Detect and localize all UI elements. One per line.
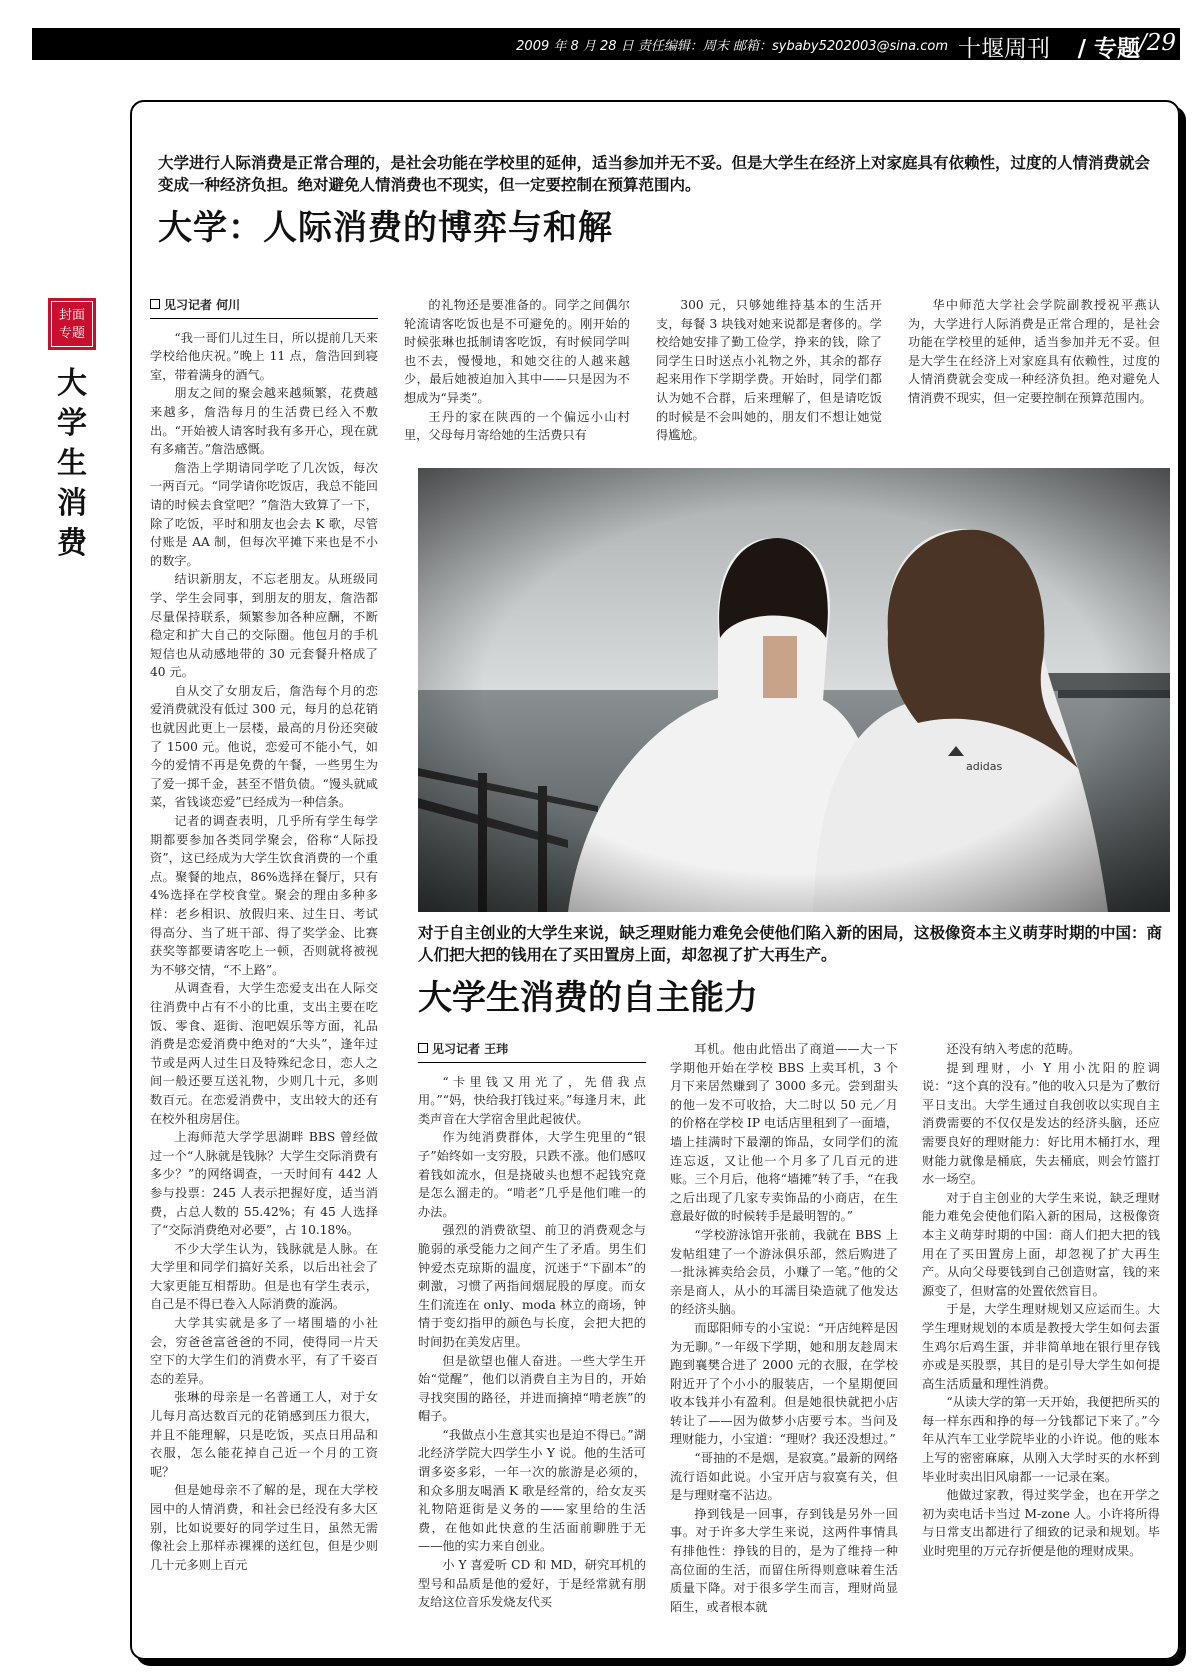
article2-col2-text [670,1040,898,1616]
paragraph: 强烈的消费欲望、前卫的消费观念与脆弱的承受能力之间产生了矛盾。男生们钟爱杰克琼斯的温度，沉迷于“下副本”的刺激，习惯了两指间烟屁股的厚度。而女生们流连在 only、moda 林立的商场，钟情于变幻指甲的颜色与长度，会把大把的时间扔在美发店里。 [418,1223,646,1349]
paragraph: “学校游泳馆开张前，我就在 BBS 上发帖组建了一个游泳俱乐部，然后购进了一批泳裤卖给会员，小赚了一笔。”他的父亲是商人，从小的耳濡目染造就了他发达的经济头脑。 [670,1227,898,1317]
paragraph: 耳机。他由此悟出了商道——大一下学期他开始在学校 BBS 上卖耳机，3 个月下来居然赚到了 3000 多元。尝到甜头的他一发不可收拾，大二时以 50 元／月的价格在学校 IP 电话店里租到了一面墙，墙上挂满时下最潮的饰品，女同学们的流连忘返，又让他一个月多了几百元的进账。三个月后，他将“墙摊”转了手，“在我之后出现了几家专卖饰品的小商店，在生意最好做的时候转手是最明智的。” [670,1042,898,1224]
article1-lead: 大学进行人际消费是正常合理的，是社会功能在学校里的延伸，适当参加并无不妥。但是大学生在经济上对家庭具有依赖性，过度的人情消费就会变成一种经济负担。绝对避免人情消费也不现实，但一定要控制在预算范围内。 [158,154,1151,194]
topic-char: 费 [57,526,87,561]
article2-column-2 [670,1040,898,1616]
topic-char: 学 [57,406,87,441]
cover-topic-stamp [48,298,96,350]
paragraph: 还没有纳入考虑的范畴。 [946,1042,1081,1056]
article1-col4-text [908,296,1160,408]
stamp-line-1: 封面 [58,308,85,323]
article1-column-2 [404,296,630,445]
byline-box-icon [150,299,160,309]
paragraph: 挣到钱是一回事，存到钱是另外一回事。对于许多大学生来说，这两件事情具有排他性：挣钱的目的，是为了维持一种高位面的生活，而留住所得则意味着生活质量下降。对于很多学生而言，理财尚显陌生，或者根本就 [670,1506,898,1614]
article1-column-3 [656,296,882,445]
couple-by-sea-image [418,468,1170,912]
paragraph: 但是欲望也催人奋进。一些大学生开始“觉醒”，他们以消费自主为目的，开始寻找突围的路径，并进而摘掉“啃老族”的帽子。 [418,1353,646,1424]
byline-text: 见习记者 王玮 [432,1042,509,1056]
paragraph: 朋友之间的聚会越来越频繁，花费越来越多，詹浩每月的生活费已经入不敷出。“开始被人请客时我有多开心，现在就有多痛苦。”詹浩感慨。 [150,386,378,457]
article2-headline: 大学生消费的自主能力 [418,978,758,1018]
article1-col1-text [150,329,378,1575]
issue-meta: 2009 年 8 月 28 日 责任编辑：周末 邮箱：sybaby5202003@sina.com [516,39,948,54]
paragraph: 华中师范大学社会学院副教授祝平燕认为，大学进行人际消费是正常合理的，是社会功能在学校里的延伸，适当参加并无不妥。但是大学生在经济上对家庭具有依赖性，过度的人情消费就会变成一种经济负担。绝对避免人情消费不现实，但一定要控制在预算范围内。 [908,298,1160,405]
article1-byline [150,296,378,319]
paragraph: “我一哥们儿过生日，所以提前几天来学校给他庆祝。”晚上 11 点，詹浩回到寝室，带着满身的酒气。 [150,330,378,382]
paragraph: 记者的调查表明，几乎所有学生每学期都要参加各类同学聚会，俗称“人际投资”，这已经成为大学生饮食消费的一个重点。聚餐的地点，86%选择在餐厅，只有 4%选择在学校食堂。聚会的理由多种多样：老乡相识、放假归来、过生日、考试得高分、当了班干部、得了奖学金、比赛获奖等都要请客吃上一顿，否则就将被视为不够交情，“不上路”。 [150,814,378,977]
byline-box-icon [418,1043,428,1053]
paragraph: “从读大学的第一天开始，我便把所买的每一样东西和挣的每一分钱都记下来了。”今年从汽车工业学院毕业的小许说。他的账本上写的密密麻麻，从刚入大学时买的水杯到毕业时卖出旧风扇都一一记录在案。 [922,1395,1160,1484]
article1-col3-text [656,296,882,445]
paragraph: 大学其实就是多了一堵围墙的小社会，穷爸爸富爸爸的不同，使得同一片天空下的大学生们的消费水平，有了千姿百态的差异。 [150,1316,378,1386]
article2-byline [418,1040,646,1063]
paragraph: 对于自主创业的大学生来说，缺乏理财能力难免会使他们陷入新的困局，这极像资本主义萌芽时期的中国：商人们把大把的钱用在了买田置房上面，却忽视了扩大再生产。从向父母要钱到自己创造财富，钱的来源变了，但财富的处置依然盲目。 [922,1190,1160,1298]
article1-headline: 大学：人际消费的博弈与和解 [158,208,613,248]
paragraph: 张琳的母亲是一名普通工人，对于女儿每月高达数百元的花销感到压力很大，并且不能理解，只是吃饭，买点日用品和衣服，怎么能花掉自己近一个月的工资呢？ [150,1390,378,1479]
couple-photo [418,468,1170,912]
paragraph: 王丹的家在陕西的一个偏远小山村里，父母每月寄给她的生活费只有 [404,409,630,443]
stamp-line-2: 专题 [58,326,85,341]
paragraph: “哥抽的不是烟，是寂寞。”最新的网络流行语如此说。小宝开店与寂寞有关，但是与理财毫不沾边。 [670,1451,898,1503]
topic-char: 生 [57,446,87,481]
paragraph: 而邸阳师专的小宝说：“开店纯粹是因为无聊。”一年级下学期，她和朋友趁周末跑到襄樊合进了 2000 元的衣服，在学校附近开了个小小的服装店，一个星期便回收本钱并小有盈利。但是她很快就把小店转让了——因为做梦小店要亏本。当问及理财能力，小宝道：“理财？我还没想过。” [670,1320,898,1447]
paragraph: 詹浩上学期请同学吃了几次饭，每次一两百元。“同学请你吃饭店，我总不能回请的时候去食堂吧？”詹浩大致算了一下，除了吃饭，平时和朋友也会去 K 歌，尽管付账是 AA 制，但每次平摊下来也是不小的数字。 [150,460,378,568]
paragraph: 结识新朋友，不忘老朋友。从班级同学、学生会同事，到朋友的朋友，詹浩都尽量保持联系，频繁参加各种应酬，不断稳定和扩大自己的交际圈。他包月的手机短信也从动感地带的 30 元套餐升格成了 40 元。 [150,572,378,680]
paragraph: 作为纯消费群体，大学生兜里的“银子”始终如一支穷股，只跌不涨。他们感叹着钱如流水，但是挠破头也想不起钱究竟是怎么溜走的。“啃老”几乎是他们唯一的办法。 [418,1130,646,1219]
article1-column-4 [908,296,1160,408]
page-number: /29 [1138,30,1176,56]
byline-text: 见习记者 何川 [164,298,241,312]
paragraph: 的礼物还是要准备的。同学之间偶尔轮流请客吃饭也是不可避免的。刚开始的时候张琳也抵制请客吃饭，有时候同学叫也不去，慢慢地，和她交往的人越来越少，最后她被迫加入其中——只是因为不想成为“异类”。 [404,298,630,405]
paragraph: 小 Y 喜爱听 CD 和 MD，研究耳机的型号和品质是他的爱好，于是经常就有朋友给这位音乐发烧友代买 [418,1558,646,1610]
paragraph: 于是，大学生理财规划又应运而生。大学生理财规划的本质是教授大学生如何去蛋生鸡尔后鸡生蛋，并非简单地在银行里存钱亦或是买股票，其目的是引导大学生如何提高生活质量和理性消费。 [922,1302,1160,1391]
article2-col1-text [418,1073,646,1612]
paragraph: “卡里钱又用光了，先借我点用。”“妈，快给我打钱过来。”每逢月末，此类声音在大学宿舍里此起彼伏。 [418,1074,646,1126]
paragraph: 不少大学生认为，钱脉就是人脉。在大学里和同学们搞好关系，以后出社会了大家更能互相帮助。但是也有学生表示，自己是不得已卷入人际消费的漩涡。 [150,1241,378,1312]
topic-char: 消 [57,486,87,521]
page-header [32,28,1180,60]
paragraph: “我做点小生意其实也是迫不得已。”湖北经济学院大四学生小 Y 说。他的生活可谓多姿多彩，一年一次的旅游是必须的，和众多朋友喝酒 K 歌是经常的，给女友买礼物陪逛街是义务的——家里给的生活费，在他如此快意的生活面前聊胜于无——他的实力来自创业。 [418,1427,646,1554]
article2-column-3 [922,1040,1160,1561]
paragraph: 300 元，只够她维持基本的生活开支，每餐 3 块钱对她来说都是奢侈的。学校给她安排了勤工俭学，挣来的钱，除了同学生日时送点小礼物之外，其余的都存起来用作下学期学费。开始时，同学们都认为她不合群，后来理解了，但是请吃饭的时候是不会叫她的，朋友们不想让她觉得尴尬。 [656,298,882,443]
article1-column-1 [150,296,378,1574]
paragraph: 但是她母亲不了解的是，现在大学校园中的人情消费，和社会已经没有多大区别，比如说要好的同学过生日，虽然无需像社会上那样赤裸裸的送红包，但是少则几十元多则上百元 [150,1483,378,1572]
publication-name: 十堰周刊 [958,36,1050,62]
paragraph: 他做过家教，得过奖学金，也在开学之初为卖电话卡当过 M-zone 人。小许将所得与日常支出都进行了细致的记录和规划。毕业时兜里的万元存折便是他的理财成果。 [922,1488,1160,1559]
article2-lead: 对于自主创业的大学生来说，缺乏理财能力难免会使他们陷入新的困局，这极像资本主义萌芽时期的中国：商人们把大把的钱用在了买田置房上面，却忽视了扩大再生产。 [418,924,1163,964]
vertical-topic-title [48,364,96,564]
section-name: / 专题 [1077,35,1140,62]
paragraph: 提到理财，小 Y 用小沈阳的腔调说：“这个真的没有。”他的收入只是为了敷衍平日支出。大学生通过自我创收以实现自主消费需要的不仅仅是发达的经济头脑，还应需要良好的理财能力：好比用木桶打水，理财能力就像是桶底，失去桶底，则会竹篮打水一场空。 [922,1060,1160,1187]
paragraph: 自从交了女朋友后，詹浩每个月的恋爱消费就没有低过 300 元，每月的总花销也就因此更上一层楼，最高的月份还突破了 1500 元。他说，恋爱可不能小气，如今的爱情不再是免费的午餐，一些男生为了爱一掷千金，甚至不惜负债。“馒头就咸菜，省钱谈恋爱”已经成为一种信条。 [150,683,378,810]
paragraph: 从调查看，大学生恋爱支出在人际交往消费中占有不小的比重，支出主要在吃饭、零食、逛街、泡吧娱乐等方面，礼品消费是恋爱消费中绝对的“大头”，逢年过节或是两人过生日及特殊纪念日，恋人之间一般还要互送礼物，少则几十元，多则数百元。在恋爱消费中，支出较大的还有在校外租房居住。 [150,981,378,1126]
paragraph: 上海师范大学学思湖畔 BBS 曾经做过一个“人脉就是钱脉？大学生交际消费有多少？”的网络调查，一天时间有 442 人参与投票：245 人表示把握好度，适当消费，占总人数的 55.42%；有 45 人选择了“交际消费绝对必要”，占 10.18%。 [150,1130,378,1238]
topic-char: 大 [57,366,87,401]
article2-col3-text [922,1040,1160,1561]
cover-topic-sidebar [48,298,104,564]
article1-col2-text [404,296,630,445]
article2-column-1 [418,1040,646,1612]
